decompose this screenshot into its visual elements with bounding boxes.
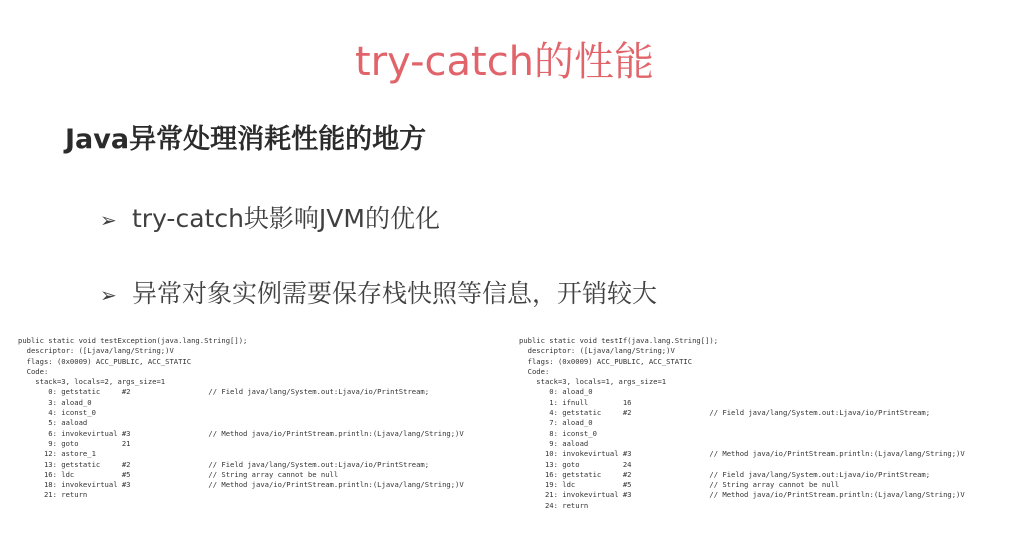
code-line: 0: getstatic #2 // Field java/lang/System.out:Ljava/io/PrintStream; (18, 387, 430, 397)
code-line: 21: return (18, 490, 88, 500)
arrow-bullet-icon: ➢ (100, 208, 117, 232)
code-line: stack=3, locals=2, args_size=1 (18, 377, 166, 387)
code-line: 0: aload_0 (519, 387, 593, 397)
code-line: flags: (0x0009) ACC_PUBLIC, ACC_STATIC (18, 356, 192, 366)
code-line: flags: (0x0009) ACC_PUBLIC, ACC_STATIC (519, 356, 693, 366)
code-line: 12: astore_1 (18, 449, 96, 459)
bytecode-listing-exception (18, 336, 464, 501)
code-line: 16: ldc #5 // String array cannot be null (18, 469, 339, 479)
code-line: public static void testException(java.lang.String[]); (18, 336, 248, 345)
code-line: 9: aaload (519, 438, 589, 448)
code-line: 4: getstatic #2 // Field java/lang/System.out:Ljava/io/PrintStream; (519, 408, 931, 418)
bullet-item-1 (100, 200, 440, 239)
slide-title: try-catch的性能 (354, 39, 655, 85)
code-line: 8: iconst_0 (519, 428, 597, 438)
code-line: 21: invokevirtual #3 // Method java/io/PrintStream.println:(Ljava/lang/String;)V (519, 490, 965, 500)
code-line: 3: aload_0 (18, 397, 92, 407)
code-line: 7: aload_0 (519, 418, 593, 428)
code-line: 16: getstatic #2 // Field java/lang/System.out:Ljava/io/PrintStream; (519, 469, 931, 479)
code-line: 1: ifnull 16 (519, 397, 632, 407)
code-line: 13: goto 24 (519, 459, 632, 469)
code-line: Code: (519, 366, 550, 376)
section-heading: Java异常处理消耗性能的地方 (65, 124, 427, 155)
code-line: Code: (18, 366, 49, 376)
code-line: 10: invokevirtual #3 // Method java/io/PrintStream.println:(Ljava/lang/String;)V (519, 449, 965, 459)
code-line: stack=3, locals=1, args_size=1 (519, 377, 667, 387)
code-line: 6: invokevirtual #3 // Method java/io/PrintStream.println:(Ljava/lang/String;)V (18, 428, 464, 438)
code-line: 13: getstatic #2 // Field java/lang/System.out:Ljava/io/PrintStream; (18, 459, 430, 469)
code-line: 9: goto 21 (18, 438, 131, 448)
code-line: 5: aaload (18, 418, 88, 428)
code-line: public static void testIf(java.lang.String[]); (519, 336, 719, 345)
bullet-text-2: 异常对象实例需要保存栈快照等信息，开销较大 (132, 279, 658, 308)
code-line: descriptor: ([Ljava/lang/String;)V (519, 346, 675, 356)
code-line: descriptor: ([Ljava/lang/String;)V (18, 346, 174, 356)
bullet-text-1: try-catch块影响JVM的优化 (132, 204, 440, 233)
code-line: 4: iconst_0 (18, 408, 96, 418)
arrow-bullet-icon: ➢ (100, 283, 117, 307)
code-line: 18: invokevirtual #3 // Method java/io/PrintStream.println:(Ljava/lang/String;)V (18, 480, 464, 490)
bytecode-listing-if (519, 336, 965, 511)
bullet-item-2 (100, 275, 657, 314)
code-line: 19: ldc #5 // String array cannot be null (519, 480, 840, 490)
code-line: 24: return (519, 500, 589, 510)
